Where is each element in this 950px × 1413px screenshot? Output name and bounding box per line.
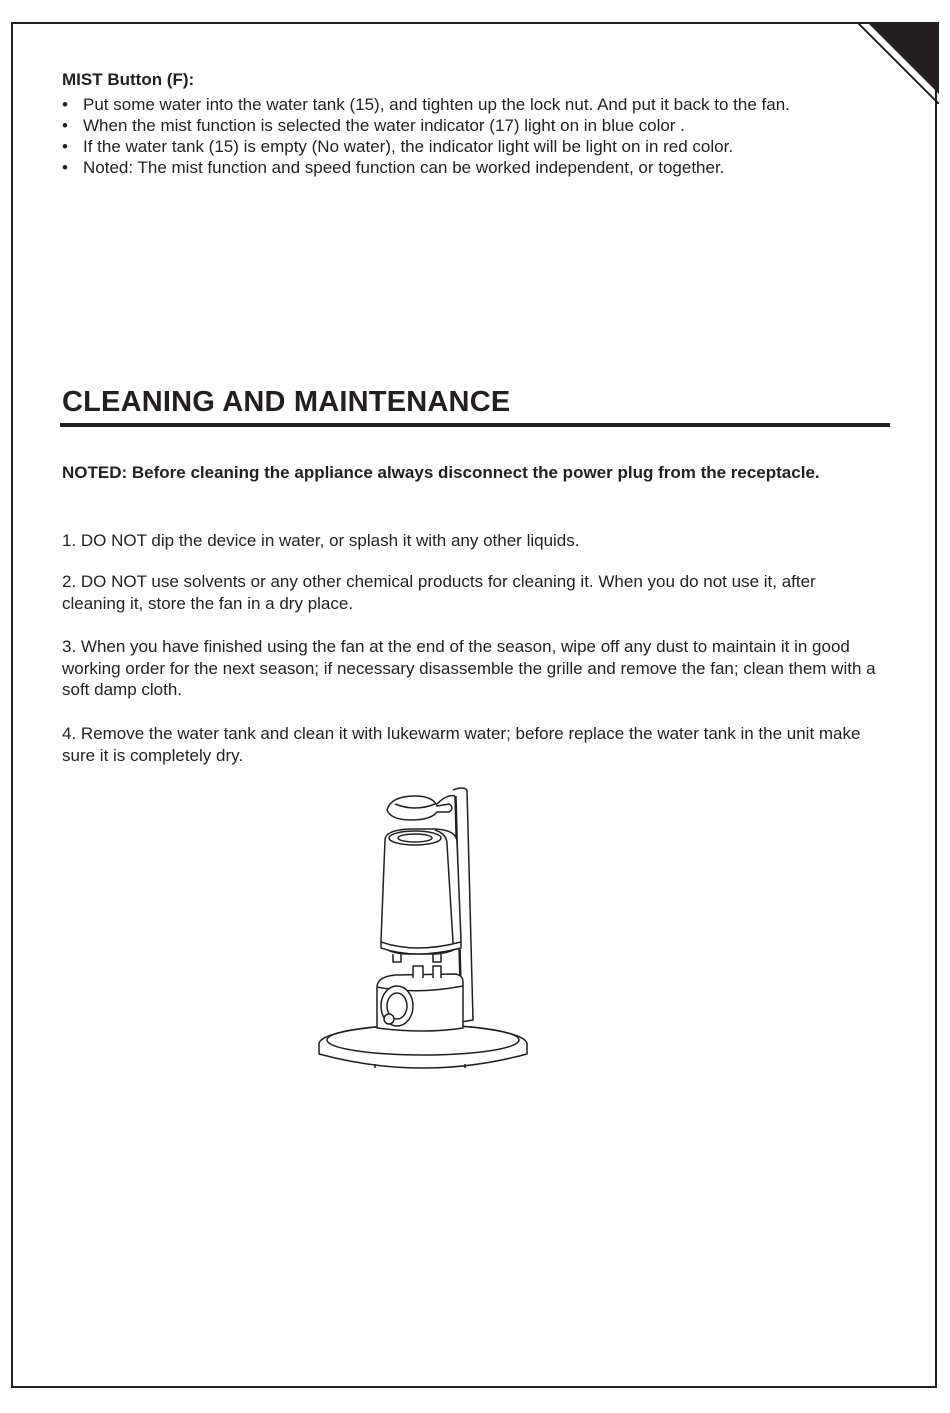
mist-bullet-2: • When the mist function is selected the water indicator (17) light on in blue color . <box>62 115 882 136</box>
cleaning-item-2: 2. DO NOT use solvents or any other chemical products for cleaning it. When you do not use it, after cleaning it, store the fan in a dry place. <box>62 572 816 613</box>
mist-bullet-1: • Put some water into the water tank (15), and tighten up the lock nut. And put it back to the fan. <box>62 94 882 115</box>
cleaning-section-title: CLEANING AND MAINTENANCE <box>62 386 511 418</box>
page-border <box>11 22 937 1388</box>
cleaning-item-4: 4. Remove the water tank and clean it with lukewarm water; before replace the water tank in the unit make sure it is completely dry. <box>62 724 861 765</box>
water-tank-removal-illustration <box>315 782 535 1077</box>
cleaning-warning: NOTED: Before cleaning the appliance always disconnect the power plug from the receptacle. <box>62 463 820 482</box>
section-divider <box>60 423 890 427</box>
mist-button-heading: MIST Button (F): <box>62 70 195 89</box>
mist-bullet-4: • Noted: The mist function and speed function can be worked independent, or together. <box>62 157 882 178</box>
cleaning-item-3: 3. When you have finished using the fan at the end of the season, wipe off any dust to maintain it in good working order for the next season; if necessary disassemble the grille and remove the fan; clean them with a soft damp cloth. <box>62 637 876 699</box>
mist-bullet-3: • If the water tank (15) is empty (No water), the indicator light will be light on in red color. <box>62 136 882 157</box>
corner-tab-icon <box>857 22 939 104</box>
mist-bullet-list <box>62 94 882 178</box>
cleaning-item-1: 1. DO NOT dip the device in water, or splash it with any other liquids. <box>62 531 580 550</box>
